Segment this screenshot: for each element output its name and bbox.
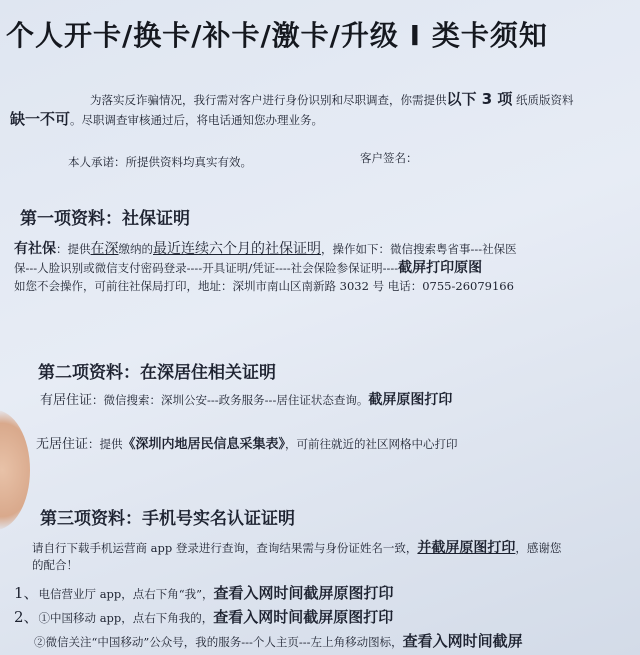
section2-no-text-a: ：提供 xyxy=(88,437,123,451)
section1-label: 有社保 xyxy=(14,241,56,257)
intro-emphasis: 以下 3 项 xyxy=(446,90,513,108)
section2-has-text: ：微信搜索：深圳公安---政务服务---居住证状态查询。 xyxy=(92,393,369,407)
section2-no-line xyxy=(36,433,458,452)
section1-line-2 xyxy=(14,257,482,277)
section3-heading: 第三项资料：手机号实名认证证明 xyxy=(40,509,295,529)
section2-no-emph: 《深圳内地居民信息采集表》 xyxy=(122,437,286,452)
section1-text-d: 保---人脸识别或微信支付密码登录----开具证明/凭证----社会保险参保证明---- xyxy=(14,261,399,275)
intro-text-tail: 纸质版资料 xyxy=(516,93,574,107)
item3-emph: 查看入网时间截屏 xyxy=(402,632,523,650)
section3-para-2: 的配合！ xyxy=(32,558,78,572)
section3-para-1 xyxy=(32,537,561,557)
item1-emph: 查看入网时间截屏原图打印 xyxy=(213,584,394,602)
item2-emph: 查看入网时间截屏原图打印 xyxy=(213,608,394,626)
section3-para-emph: 并截屏原图打印 xyxy=(417,540,516,556)
item1-number: 1、 xyxy=(14,584,39,602)
commitment-text: 本人承诺：所提供资料均真实有效。 xyxy=(68,155,252,169)
section1-line-3: 如您不会操作，可前往社保局打印，地址：深圳市南山区南新路 3032 号 电话：0755-26079166 xyxy=(14,279,514,293)
section3-item-2 xyxy=(14,606,393,627)
signature-label: 客户签名： xyxy=(360,151,418,165)
section2-no-text-b: ，可前往就近的社区网格中心打印 xyxy=(285,437,458,451)
section3-item-3 xyxy=(34,630,523,651)
section2-no-label: 无居住证 xyxy=(36,437,89,452)
section1-text-b: 缴纳的 xyxy=(118,242,153,256)
item1-text: 电信营业厅 app，点右下角“我”， xyxy=(38,587,214,601)
section3-text-a: 请自行下载手机运营商 app 登录进行查询，查询结果需与身份证姓名一致， xyxy=(32,541,418,555)
intro-text-2: 。尽职调查审核通过后，将电话通知您办理业务。 xyxy=(70,113,324,127)
section3-item-1 xyxy=(14,582,394,603)
section3-text-b: ，感谢您 xyxy=(515,541,562,555)
section2-has-line xyxy=(40,389,452,409)
section1-text-c: ，操作如下：微信搜索粤省事---社保医 xyxy=(321,242,517,256)
intro-must-text: 缺一不可 xyxy=(10,110,71,128)
item2-number: 2、 xyxy=(14,608,39,626)
page-title: 个人开卡/换卡/补卡/激卡/升级 I 类卡须知 xyxy=(6,19,548,52)
section2-heading: 第二项资料：在深居住相关证明 xyxy=(38,363,276,383)
section1-screenshot-emph: 截屏打印原图 xyxy=(398,260,483,276)
item3-text: ②微信关注“中国移动”公众号，我的服务---个人主页---左上角移动图标， xyxy=(34,635,403,649)
section1-line-1 xyxy=(14,238,517,258)
section1-underline-1: 在深 xyxy=(90,241,119,257)
finger-shadow xyxy=(0,410,30,530)
intro-text: 为落实反诈骗情况，我行需对客户进行身份识别和尽职调查，你需提供 xyxy=(90,93,447,107)
intro-line-1 xyxy=(90,88,574,109)
section1-underline-2: 最近连续六个月的社保证明 xyxy=(153,241,321,257)
section2-has-label: 有居住证 xyxy=(40,393,93,408)
intro-line-2 xyxy=(10,108,323,129)
section1-text-a: ：提供 xyxy=(56,242,91,256)
section1-heading: 第一项资料：社保证明 xyxy=(20,209,190,229)
item2-text: ①中国移动 app，点右下角我的， xyxy=(38,611,214,625)
section2-has-emph: 截屏原图打印 xyxy=(368,392,453,408)
